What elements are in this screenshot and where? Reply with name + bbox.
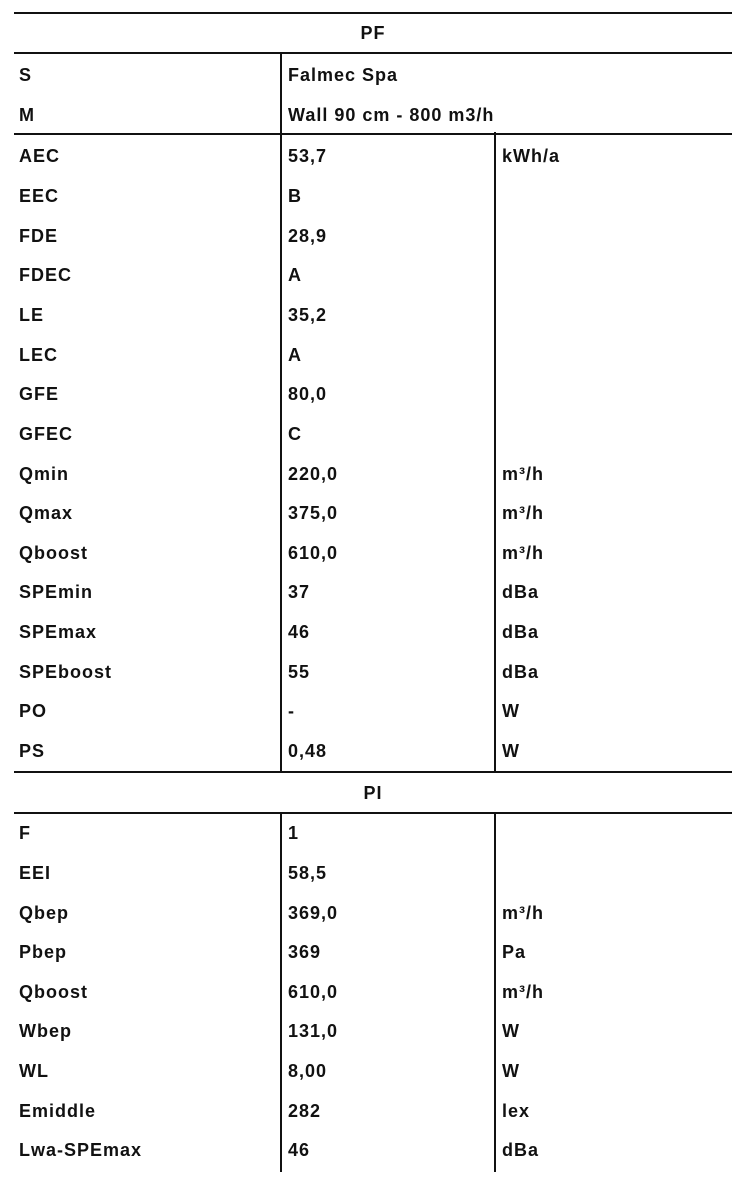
- row-label: PO: [19, 701, 48, 721]
- table-row: [14, 295, 732, 335]
- section-title-pi: PI: [363, 783, 383, 803]
- row-value: 55: [288, 662, 311, 682]
- table-row: [14, 932, 732, 972]
- row-value: 375,0: [288, 503, 339, 523]
- row-value: 1: [288, 823, 300, 843]
- row-unit: m³/h: [502, 903, 544, 923]
- row-unit: W: [502, 1061, 520, 1081]
- row-label: AEC: [19, 146, 61, 166]
- row-unit: lex: [502, 1101, 531, 1121]
- row-label: GFEC: [19, 424, 74, 444]
- row-label: Pbep: [19, 942, 68, 962]
- row-label: WL: [19, 1061, 49, 1081]
- row-value: A: [288, 265, 302, 285]
- row-unit: m³/h: [502, 464, 544, 484]
- row-value: -: [288, 701, 295, 721]
- table-row: [14, 1051, 732, 1091]
- row-value: 80,0: [288, 384, 328, 404]
- row-label: LE: [19, 305, 45, 325]
- row-unit: W: [502, 741, 520, 761]
- row-label: PS: [19, 741, 46, 761]
- row-unit: m³/h: [502, 543, 544, 563]
- row-value: 0,48: [288, 741, 328, 761]
- table-row: [14, 55, 732, 95]
- row-value: 8,00: [288, 1061, 328, 1081]
- table-row: [14, 136, 732, 176]
- table-row: [14, 493, 732, 533]
- row-label: M: [19, 105, 35, 125]
- row-label: SPEboost: [19, 662, 113, 682]
- row-unit: m³/h: [502, 982, 544, 1002]
- row-unit: dBa: [502, 662, 540, 682]
- row-value: 53,7: [288, 146, 328, 166]
- table-row: [14, 731, 732, 771]
- row-value: 37: [288, 582, 311, 602]
- row-label: SPEmax: [19, 622, 98, 642]
- row-value: 46: [288, 1140, 311, 1160]
- table-row: [14, 813, 732, 853]
- row-unit: m³/h: [502, 503, 544, 523]
- row-value: 58,5: [288, 863, 328, 883]
- table-row: [14, 176, 732, 216]
- table-row: [14, 95, 732, 135]
- table-row: [14, 652, 732, 692]
- row-label: Emiddle: [19, 1101, 97, 1121]
- table-row: [14, 533, 732, 573]
- row-label: Qboost: [19, 982, 88, 1002]
- row-unit: dBa: [502, 1140, 540, 1160]
- row-value: 610,0: [288, 982, 339, 1002]
- row-label: Wbep: [19, 1021, 72, 1041]
- row-value: 369: [288, 942, 322, 962]
- table-row: [14, 612, 732, 652]
- row-value: C: [288, 424, 302, 444]
- table-row: [14, 255, 732, 295]
- section-rule: [14, 133, 732, 135]
- row-label: Qmax: [19, 503, 74, 523]
- table-row: [14, 1130, 732, 1170]
- row-label: EEI: [19, 863, 52, 883]
- table-row: [14, 414, 732, 454]
- table-row: [14, 374, 732, 414]
- row-label: GFE: [19, 384, 60, 404]
- table-row: [14, 216, 732, 256]
- row-label: EEC: [19, 186, 60, 206]
- row-value: Falmec Spa: [288, 65, 399, 85]
- row-label: S: [19, 65, 33, 85]
- table-row: [14, 335, 732, 375]
- row-value: A: [288, 345, 302, 365]
- row-value: 282: [288, 1101, 322, 1121]
- table-row: [14, 1011, 732, 1051]
- table-row: [14, 454, 732, 494]
- table-row: [14, 853, 732, 893]
- row-value: 220,0: [288, 464, 339, 484]
- section-rule: [14, 52, 732, 54]
- row-unit: W: [502, 1021, 520, 1041]
- row-value: Wall 90 cm - 800 m3/h: [288, 105, 495, 125]
- row-label: Qboost: [19, 543, 88, 563]
- row-value: 46: [288, 622, 311, 642]
- table-row: [14, 893, 732, 933]
- row-label: FDEC: [19, 265, 72, 285]
- row-label: LEC: [19, 345, 58, 365]
- row-unit: W: [502, 701, 520, 721]
- row-value: 35,2: [288, 305, 328, 325]
- row-unit: dBa: [502, 622, 540, 642]
- row-value: 610,0: [288, 543, 339, 563]
- row-label: Qbep: [19, 903, 70, 923]
- row-value: 28,9: [288, 226, 328, 246]
- row-unit: dBa: [502, 582, 540, 602]
- table-row: [14, 972, 732, 1012]
- row-value: 369,0: [288, 903, 339, 923]
- row-label: Lwa-SPEmax: [19, 1140, 143, 1160]
- row-label: F: [19, 823, 31, 843]
- row-value: B: [288, 186, 302, 206]
- row-label: Qmin: [19, 464, 70, 484]
- section-title-pf: PF: [360, 23, 386, 43]
- row-label: FDE: [19, 226, 58, 246]
- table-row: [14, 1091, 732, 1131]
- table-row: [14, 572, 732, 612]
- row-label: SPEmin: [19, 582, 94, 602]
- table-row: [14, 691, 732, 731]
- row-value: 131,0: [288, 1021, 339, 1041]
- row-unit: kWh/a: [502, 146, 561, 166]
- row-unit: Pa: [502, 942, 527, 962]
